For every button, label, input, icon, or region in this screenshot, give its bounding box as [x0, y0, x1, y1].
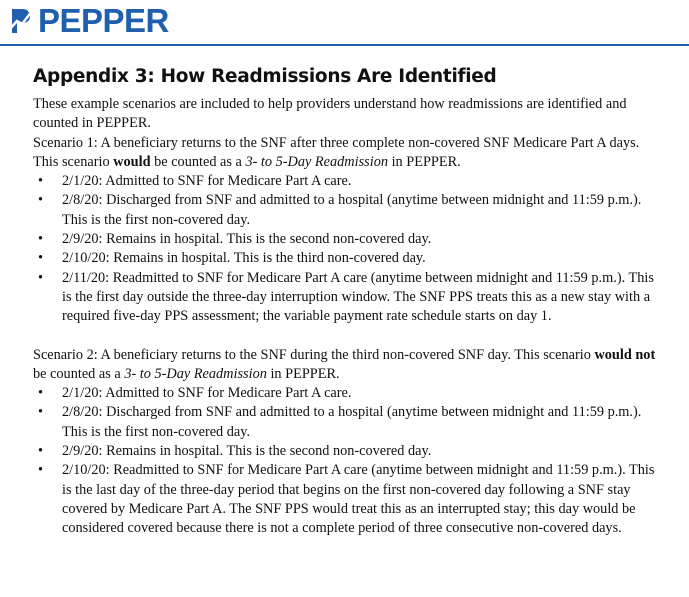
list-item: • 2/1/20: Admitted to SNF for Medicare Part A care.	[33, 384, 663, 403]
list-item: • 2/10/20: Readmitted to SNF for Medicare Part A care (anytime between midnight and 11:59 p.m.). This is the last day of the three-day period that begins on the first non-covered day following a SNF stay covered by Medicare Part A. The SNF PPS would treat this as an interrupted stay; this day would be considered covered because there is not a complete period of three consecutive non-covered days.	[38, 462, 655, 537]
pepper-logo	[8, 0, 208, 40]
scenario-1-paragraph: Scenario 1: A beneficiary returns to the SNF after three complete non-covered SNF Medicare Part A days. This scenario would be counted as a 3- to 5-Day Readmission in PEPPER.	[33, 134, 640, 170]
bullet-icon: •	[38, 269, 44, 286]
bullet-icon: •	[38, 173, 44, 190]
scenario-2-paragraph: Scenario 2: A beneficiary returns to the SNF during the third non-covered SNF day. This scenario would not be counted as a 3- to 5-Day Readmission in PEPPER.	[33, 346, 656, 382]
bullet-icon: •	[38, 404, 44, 421]
intro-paragraph: These example scenarios are included to help providers understand how readmissions are identified and counted in PEPPER.	[33, 96, 627, 132]
scenario-2-list	[33, 384, 663, 538]
list-item: • 2/8/20: Discharged from SNF and admitted to a hospital (anytime between midnight and 11:59 p.m.). This is the first non-covered day.	[38, 404, 642, 440]
bullet-icon: •	[38, 231, 44, 248]
list-item: • 2/11/20: Readmitted to SNF for Medicare Part A care (anytime between midnight and 11:59 p.m.). This is the first day outside the three-day interruption window. The SNF PPS treats this as a new stay with a required five-day PPS assessment; the variable payment rate schedule starts on day 1.	[38, 269, 654, 325]
scenario-1-list	[33, 172, 663, 326]
list-item: • 2/8/20: Discharged from SNF and admitted to a hospital (anytime between midnight and 11:59 p.m.). This is the first non-covered day.	[38, 192, 642, 228]
logo-graph-icon	[8, 3, 38, 37]
bullet-icon: •	[38, 250, 44, 267]
bullet-icon: •	[38, 443, 44, 460]
logo-text: PEPPER	[38, 1, 169, 39]
bullet-icon: •	[38, 462, 44, 479]
list-item: • 2/9/20: Remains in hospital. This is the second non-covered day.	[33, 230, 663, 249]
bullet-icon: •	[38, 385, 44, 402]
list-item: • 2/1/20: Admitted to SNF for Medicare Part A care.	[33, 172, 663, 191]
list-item: • 2/9/20: Remains in hospital. This is the second non-covered day.	[33, 442, 663, 461]
header-rule	[0, 44, 689, 46]
list-item: • 2/10/20: Remains in hospital. This is the third non-covered day.	[33, 249, 663, 268]
page-title: Appendix 3: How Readmissions Are Identified	[33, 66, 497, 87]
bullet-icon: •	[38, 192, 44, 209]
document-body	[33, 95, 663, 539]
